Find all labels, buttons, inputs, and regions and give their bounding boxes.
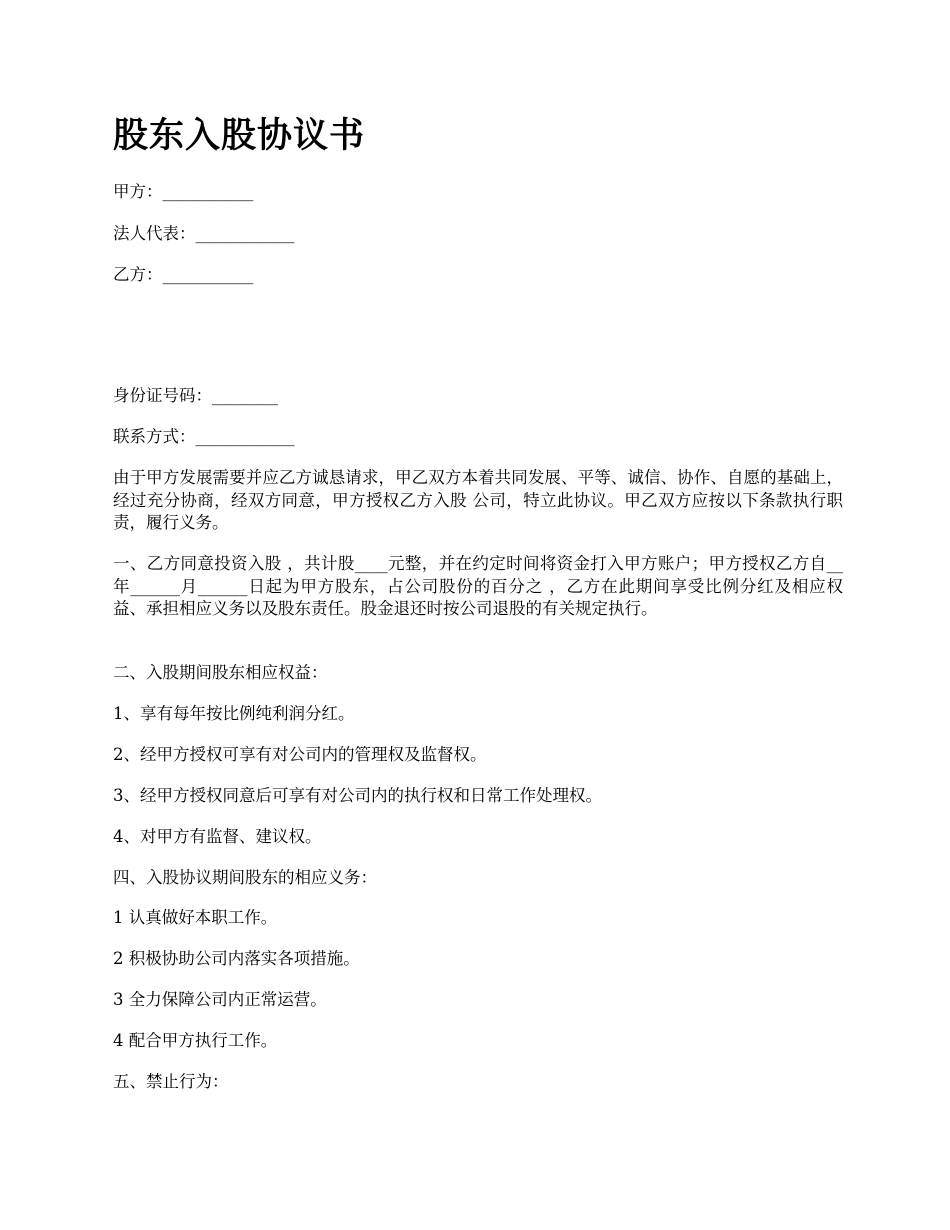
- section-5-heading: 五、禁止行为：: [113, 1072, 229, 1091]
- section-4-heading: 四、入股协议期间股东的相应义务：: [113, 868, 377, 887]
- document-title: 股东入股协议书: [113, 115, 366, 156]
- duty-item-3: 3 全力保障公司内正常运营。: [113, 990, 327, 1009]
- legal-representative-line: 法人代表：____________: [113, 224, 295, 243]
- duty-item-1: 1 认真做好本职工作。: [113, 908, 278, 927]
- right-item-4: 4、对甲方有监督、建议权。: [113, 827, 322, 846]
- intro-paragraph: 由于甲方发展需要并应乙方诚恳请求，甲乙双方本着共同发展、平等、诚信、协作、自愿的基础上，经过充分协商，经双方同意，甲方授权乙方入股 公司，特立此协议。甲乙双方应按以下条款执行职责，履行义务。: [113, 468, 843, 532]
- right-item-1: 1、享有每年按比例纯利润分红。: [113, 704, 355, 723]
- right-item-2: 2、经甲方授权可享有对公司内的管理权及监督权。: [113, 745, 487, 764]
- party-b-line: 乙方：___________: [113, 265, 254, 284]
- section-2-heading: 二、入股期间股东相应权益：: [113, 663, 328, 682]
- party-a-line: 甲方：___________: [113, 182, 254, 201]
- contact-line: 联系方式：____________: [113, 427, 295, 446]
- duty-item-4: 4 配合甲方执行工作。: [113, 1031, 278, 1050]
- clause-1-paragraph: 一、乙方同意投资入股 ，共计股____元整，并在约定时间将资金打入甲方账户；甲方授权乙方自__年______月______日起为甲方股东，占公司股份的百分之 ，乙方在此期间享受比例分红及相应权益、承担相应义务以及股东责任。股金退还时按公司退股的有关规定执行。: [113, 554, 843, 618]
- id-number-line: 身份证号码：________: [113, 386, 278, 405]
- duty-item-2: 2 积极协助公司内落实各项措施。: [113, 949, 360, 968]
- right-item-3: 3、经甲方授权同意后可享有对公司内的执行权和日常工作处理权。: [113, 786, 602, 805]
